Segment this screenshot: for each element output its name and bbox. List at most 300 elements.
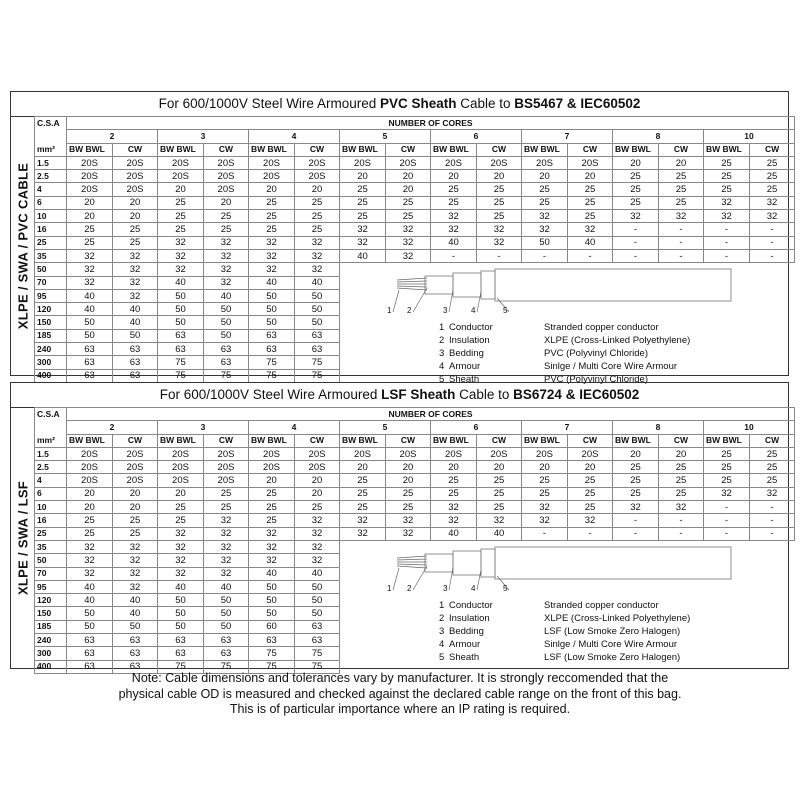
gland-size-cell: 25 (568, 487, 613, 500)
unit-label: mm² (35, 143, 67, 156)
gland-type-cw: CW (477, 434, 522, 447)
gland-size-cell: 32 (67, 249, 113, 262)
gland-size-cell: 20S (386, 156, 431, 169)
gland-size-cell: 32 (340, 527, 386, 540)
pointer-line (449, 568, 453, 590)
legend-material: Stranded copper conductor (544, 600, 659, 611)
gland-size-cell: 20 (340, 170, 386, 183)
gland-size-cell: 32 (113, 289, 158, 302)
gland-size-cell: 20S (340, 156, 386, 169)
gland-size-cell: 32 (249, 236, 295, 249)
armour-layer (481, 549, 495, 577)
core-count: 5 (340, 421, 431, 434)
gland-size-cell: 20 (249, 183, 295, 196)
legend-number: 3 (439, 348, 445, 359)
gland-size-cell: 50 (204, 607, 249, 620)
gland-size-cell: 75 (204, 660, 249, 673)
gland-size-cell: 32 (249, 249, 295, 262)
gland-size-cell: 20S (295, 156, 340, 169)
gland-size-cell: - (704, 236, 750, 249)
gland-size-cell: 50 (249, 289, 295, 302)
diagram-number: 3 (443, 584, 448, 593)
gland-size-cell: 32 (295, 263, 340, 276)
gland-type-cw: CW (386, 434, 431, 447)
gland-size-cell: - (613, 236, 659, 249)
gland-size-cell: 50 (113, 329, 158, 342)
gland-size-cell: 50 (113, 620, 158, 633)
legend-number: 2 (439, 613, 445, 624)
legend-component: Conductor (449, 600, 493, 611)
gland-size-cell: 50 (249, 303, 295, 316)
gland-size-cell: 32 (477, 223, 522, 236)
gland-size-cell: 32 (477, 236, 522, 249)
gland-size-cell: 32 (113, 263, 158, 276)
gland-size-cell: 25 (704, 461, 750, 474)
table-row (35, 210, 795, 223)
gland-size-cell: 50 (295, 607, 340, 620)
gland-size-cell: 20 (659, 447, 704, 460)
gland-type-bw: BW BWL (158, 434, 204, 447)
gland-size-cell: 20S (249, 447, 295, 460)
legend-component: Armour (449, 361, 481, 372)
legend-number: 4 (439, 639, 445, 650)
gland-type-bw: BW BWL (249, 143, 295, 156)
gland-size-cell: 32 (204, 514, 249, 527)
gland-size-cell: 25 (704, 474, 750, 487)
gland-size-cell: 25 (750, 170, 795, 183)
csa-value: 120 (35, 303, 67, 316)
gland-size-cell: 63 (204, 634, 249, 647)
gland-size-cell: 25 (477, 487, 522, 500)
csa-value: 35 (35, 249, 67, 262)
pointer-line (393, 568, 399, 590)
csa-value: 400 (35, 369, 67, 382)
legend-number: 1 (439, 600, 445, 611)
core-count-row (35, 130, 795, 143)
gland-size-cell: 40 (204, 580, 249, 593)
gland-size-cell: 20 (386, 183, 431, 196)
gland-size-cell: 20 (386, 170, 431, 183)
gland-type-cw: CW (750, 434, 795, 447)
gland-size-cell: 32 (249, 554, 295, 567)
gland-size-cell: 25 (204, 210, 249, 223)
legend-component: Conductor (449, 322, 493, 333)
note-line: This is of particular importance where an IP rating is required. (229, 702, 571, 716)
gland-size-cell: 20S (249, 170, 295, 183)
gland-size-cell: - (750, 527, 795, 540)
gland-size-cell: 25 (113, 223, 158, 236)
gland-size-cell: 32 (431, 514, 477, 527)
gland-size-cell: 20S (431, 156, 477, 169)
gland-size-cell: 20 (386, 474, 431, 487)
core-count: 8 (613, 421, 704, 434)
gland-type-bw: BW BWL (340, 434, 386, 447)
gland-size-cell: 20S (204, 170, 249, 183)
gland-size-cell: 32 (431, 210, 477, 223)
gland-size-cell: 32 (113, 249, 158, 262)
gland-size-cell: 32 (386, 527, 431, 540)
gland-size-cell: 25 (158, 210, 204, 223)
sheath-layer (495, 547, 731, 579)
legend-material: Sinlge / Multi Core Wire Armour (544, 639, 678, 650)
legend-material: Sinlge / Multi Core Wire Armour (544, 361, 678, 372)
conductor-strand (397, 278, 427, 280)
gland-size-cell: 20 (568, 170, 613, 183)
gland-size-cell: 20S (249, 461, 295, 474)
gland-size-cell: 40 (568, 236, 613, 249)
gland-size-cell: 32 (295, 514, 340, 527)
header-row (35, 117, 795, 130)
gland-size-cell: 50 (204, 303, 249, 316)
bedding-layer (453, 551, 481, 575)
gland-size-cell: 32 (340, 514, 386, 527)
pvc-cable-panel (10, 91, 789, 385)
gland-size-cell: 25 (431, 183, 477, 196)
core-count: 6 (431, 130, 522, 143)
gland-size-cell: 25 (568, 501, 613, 514)
gland-size-cell: 20S (522, 447, 568, 460)
gland-size-cell: - (613, 527, 659, 540)
gland-size-cell: - (659, 249, 704, 262)
gland-size-cell: 25 (659, 474, 704, 487)
gland-size-cell: 25 (204, 501, 249, 514)
legend-component: Insulation (449, 335, 490, 346)
gland-size-cell: 25 (659, 461, 704, 474)
gland-size-cell: 32 (158, 527, 204, 540)
table-row (35, 527, 795, 540)
legend-component: Sheath (449, 374, 480, 385)
legend-number: 1 (439, 322, 445, 333)
csa-value: 150 (35, 316, 67, 329)
gland-type-bw: BW BWL (522, 143, 568, 156)
gland-type-bw: BW BWL (431, 143, 477, 156)
gland-size-cell: 25 (659, 183, 704, 196)
gland-size-cell: 25 (158, 223, 204, 236)
gland-size-cell: 25 (204, 487, 249, 500)
gland-size-cell: 63 (113, 356, 158, 369)
gland-size-cell: 50 (204, 620, 249, 633)
csa-value: 35 (35, 540, 67, 553)
core-count: 4 (249, 421, 340, 434)
csa-value: 70 (35, 276, 67, 289)
cores-heading: NUMBER OF CORES (67, 117, 795, 130)
pointer-line (449, 290, 453, 312)
gland-size-cell: 20 (113, 196, 158, 209)
conductor-strand (397, 286, 427, 287)
gland-size-cell: 25 (568, 183, 613, 196)
gland-size-cell: 32 (431, 223, 477, 236)
gland-size-cell: 20S (113, 461, 158, 474)
gland-size-cell: 50 (249, 580, 295, 593)
table-row (35, 249, 795, 262)
gland-size-cell: 63 (67, 369, 113, 382)
gland-size-cell: 63 (295, 329, 340, 342)
gland-size-cell: - (613, 514, 659, 527)
gland-size-cell: 32 (750, 196, 795, 209)
gland-size-cell: 20S (477, 156, 522, 169)
gland-size-cell: 25 (750, 447, 795, 460)
gland-size-cell: 50 (158, 620, 204, 633)
gland-size-cell: 63 (67, 634, 113, 647)
gland-size-cell: 20S (158, 461, 204, 474)
gland-type-cw: CW (568, 143, 613, 156)
legend-component: Bedding (449, 626, 484, 637)
gland-size-cell: 20S (113, 447, 158, 460)
csa-value: 50 (35, 263, 67, 276)
gland-size-cell: 50 (67, 316, 113, 329)
gland-size-cell: 40 (477, 527, 522, 540)
gland-size-cell: 25 (613, 183, 659, 196)
header-row (35, 408, 795, 421)
gland-size-cell: 63 (158, 647, 204, 660)
gland-size-cell: 50 (295, 289, 340, 302)
table-row (35, 487, 795, 500)
legend-component: Insulation (449, 613, 490, 624)
table-row (35, 236, 795, 249)
gland-size-cell: 75 (158, 356, 204, 369)
csa-value: 1.5 (35, 447, 67, 460)
gland-size-cell: 20S (158, 156, 204, 169)
gland-size-cell: 32 (204, 276, 249, 289)
gland-type-bw: BW BWL (613, 434, 659, 447)
gland-size-cell: 25 (613, 461, 659, 474)
gland-size-cell: 32 (249, 540, 295, 553)
pointer-line (393, 290, 399, 312)
gland-type-cw: CW (113, 434, 158, 447)
table-row (35, 183, 795, 196)
gland-size-cell: 32 (613, 210, 659, 223)
gland-size-cell: 25 (67, 236, 113, 249)
gland-size-cell: 20S (204, 474, 249, 487)
gland-size-cell: 20 (113, 210, 158, 223)
gland-size-cell: 20 (431, 461, 477, 474)
gland-size-cell: 75 (295, 356, 340, 369)
gland-size-cell: - (659, 527, 704, 540)
pointer-line (413, 288, 427, 312)
gland-size-cell: 25 (249, 514, 295, 527)
gland-size-cell: 20S (204, 183, 249, 196)
core-count: 3 (158, 130, 249, 143)
gland-size-cell: 50 (204, 316, 249, 329)
gland-size-cell: 50 (249, 594, 295, 607)
table-row (35, 514, 795, 527)
gland-size-cell: 63 (158, 329, 204, 342)
gland-size-cell: 25 (750, 183, 795, 196)
diagram-number: 2 (407, 306, 412, 315)
gland-size-cell: 20 (386, 461, 431, 474)
gland-size-cell: 25 (249, 210, 295, 223)
gland-size-cell: 63 (249, 329, 295, 342)
gland-size-cell: 50 (67, 620, 113, 633)
gland-size-cell: 63 (249, 634, 295, 647)
core-count: 6 (431, 421, 522, 434)
gland-size-cell: - (659, 514, 704, 527)
gland-size-cell: - (750, 236, 795, 249)
gland-size-cell: 25 (340, 210, 386, 223)
gland-size-cell: 63 (249, 343, 295, 356)
core-count: 5 (340, 130, 431, 143)
gland-size-cell: 20 (340, 461, 386, 474)
gland-size-cell: 63 (113, 343, 158, 356)
gland-size-cell: 32 (522, 210, 568, 223)
gland-size-cell: 25 (431, 487, 477, 500)
csa-blank-cell (35, 130, 67, 143)
gland-type-bw: BW BWL (340, 143, 386, 156)
gland-size-cell: 63 (295, 343, 340, 356)
gland-size-cell: - (704, 223, 750, 236)
csa-label: C.S.A (35, 117, 67, 130)
gland-size-cell: 32 (295, 236, 340, 249)
gland-size-cell: - (750, 501, 795, 514)
gland-size-cell: 20 (67, 210, 113, 223)
gland-type-cw: CW (659, 434, 704, 447)
gland-size-cell: 25 (386, 210, 431, 223)
gland-size-cell: 20 (204, 196, 249, 209)
note-line: physical cable OD is measured and checked against the declared cable range on the front of this bag. (118, 686, 682, 701)
gland-size-cell: 20 (522, 461, 568, 474)
gland-size-cell: 20S (113, 474, 158, 487)
gland-size-cell: - (704, 514, 750, 527)
gland-size-cell: 50 (249, 316, 295, 329)
gland-size-cell: 25 (613, 196, 659, 209)
gland-size-cell: 25 (249, 487, 295, 500)
gland-size-cell: - (704, 501, 750, 514)
gland-size-cell: 32 (522, 223, 568, 236)
gland-size-cell: 50 (158, 316, 204, 329)
gland-size-cell: 25 (522, 196, 568, 209)
gland-type-cw: CW (295, 143, 340, 156)
gland-size-cell: 25 (67, 514, 113, 527)
gland-size-cell: - (477, 249, 522, 262)
gland-size-cell: 40 (67, 580, 113, 593)
gland-size-cell: 20 (568, 461, 613, 474)
legend-number: 2 (439, 335, 445, 346)
gland-size-cell: 63 (113, 634, 158, 647)
gland-type-bw: BW BWL (613, 143, 659, 156)
csa-value: 95 (35, 580, 67, 593)
gland-size-cell: 32 (568, 514, 613, 527)
core-count: 10 (704, 130, 795, 143)
gland-size-cell: 20 (295, 474, 340, 487)
gland-type-bw: BW BWL (67, 143, 113, 156)
gland-size-cell: 20S (204, 447, 249, 460)
cable-cross-section-diagram (379, 546, 759, 596)
csa-value: 185 (35, 620, 67, 633)
gland-size-cell: 25 (113, 527, 158, 540)
gland-type-cw: CW (113, 143, 158, 156)
gland-size-cell: 25 (477, 183, 522, 196)
gland-size-cell: 32 (113, 540, 158, 553)
gland-size-cell: 32 (659, 210, 704, 223)
csa-value: 50 (35, 554, 67, 567)
gland-type-cw: CW (477, 143, 522, 156)
gland-size-cell: 25 (158, 196, 204, 209)
gland-size-cell: 32 (204, 540, 249, 553)
gland-size-cell: 40 (67, 594, 113, 607)
gland-type-cw: CW (204, 143, 249, 156)
gland-size-cell: 32 (750, 487, 795, 500)
gland-size-cell: 20S (67, 156, 113, 169)
csa-value: 16 (35, 514, 67, 527)
legend-material: PVC (Polyvinyl Chloride) (544, 348, 649, 359)
gland-size-cell: 25 (295, 210, 340, 223)
armour-layer (481, 271, 495, 299)
gland-size-cell: 25 (477, 501, 522, 514)
diagram-number: 2 (407, 584, 412, 593)
gland-size-cell: 20S (431, 447, 477, 460)
disclaimer-note (0, 671, 800, 718)
gland-size-cell: 63 (113, 647, 158, 660)
csa-value: 25 (35, 236, 67, 249)
conductor-strand (397, 281, 427, 282)
gland-size-cell: 40 (431, 527, 477, 540)
legend-material: LSF (Low Smoke Zero Halogen) (544, 652, 681, 663)
gland-size-cell: 20S (113, 170, 158, 183)
insulation-layer (425, 276, 453, 294)
core-count: 7 (522, 130, 613, 143)
gland-size-cell: 32 (659, 501, 704, 514)
gland-size-cell: - (750, 223, 795, 236)
gland-size-cell: 75 (249, 356, 295, 369)
gland-size-cell: 50 (522, 236, 568, 249)
gland-size-cell: 75 (295, 660, 340, 673)
gland-size-cell: 25 (750, 156, 795, 169)
core-count: 7 (522, 421, 613, 434)
gland-size-cell: 32 (67, 263, 113, 276)
legend-number: 5 (439, 652, 445, 663)
gland-size-cell: 20 (613, 447, 659, 460)
gland-size-cell: 50 (249, 607, 295, 620)
gland-size-cell: 40 (158, 276, 204, 289)
gland-size-cell: - (568, 249, 613, 262)
gland-size-cell: - (522, 527, 568, 540)
gland-size-cell: 32 (386, 514, 431, 527)
gland-size-cell: 32 (204, 236, 249, 249)
table-row (35, 447, 795, 460)
cores-heading: NUMBER OF CORES (67, 408, 795, 421)
gland-type-cw: CW (659, 143, 704, 156)
gland-size-cell: 32 (67, 276, 113, 289)
gland-size-cell: 25 (386, 487, 431, 500)
gland-size-cell: - (522, 249, 568, 262)
core-count: 2 (67, 130, 158, 143)
gland-size-cell: 32 (704, 487, 750, 500)
gland-size-cell: 25 (431, 196, 477, 209)
gland-size-cell: 25 (522, 183, 568, 196)
gland-size-cell: 20S (158, 474, 204, 487)
diagram-number: 1 (387, 584, 392, 593)
gland-size-cell: 32 (249, 263, 295, 276)
legend-component: Bedding (449, 348, 484, 359)
gland-size-cell: 20 (477, 461, 522, 474)
legend-number: 3 (439, 626, 445, 637)
gland-size-cell: 63 (204, 343, 249, 356)
core-count: 10 (704, 421, 795, 434)
gland-size-cell: 32 (386, 236, 431, 249)
gland-size-cell: 20S (67, 170, 113, 183)
gland-size-cell: 25 (477, 210, 522, 223)
gland-size-cell: 60 (249, 620, 295, 633)
legend-material: LSF (Low Smoke Zero Halogen) (544, 626, 681, 637)
csa-value: 300 (35, 356, 67, 369)
gland-type-bw: BW BWL (522, 434, 568, 447)
csa-value: 70 (35, 567, 67, 580)
gland-size-cell: 32 (295, 527, 340, 540)
gland-size-cell: 25 (568, 474, 613, 487)
gland-size-cell: 20 (431, 170, 477, 183)
gland-size-cell: 32 (522, 514, 568, 527)
gland-type-row (35, 434, 795, 447)
